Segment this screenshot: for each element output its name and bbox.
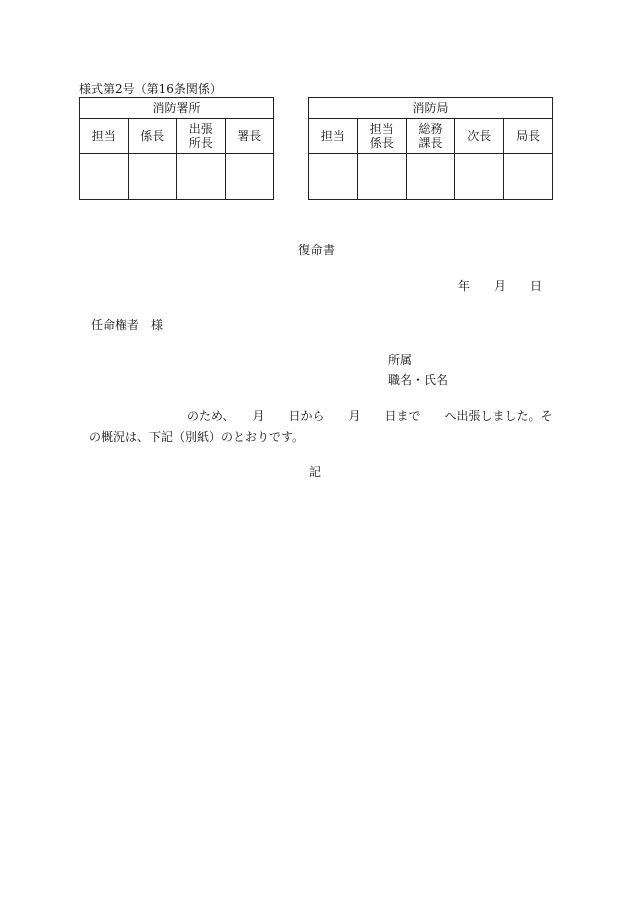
seal-cell[interactable] (80, 154, 129, 200)
seal-cell[interactable] (177, 154, 226, 200)
column-label: 総務 課長 (406, 119, 455, 154)
column-label: 担当 (80, 119, 129, 154)
seal-cell[interactable] (309, 154, 358, 200)
document-title: 復命書 (298, 243, 336, 257)
column-label: 担当 係長 (357, 119, 406, 154)
column-label: 担当 (309, 119, 358, 154)
seal-cell[interactable] (225, 154, 274, 200)
seal-cell[interactable] (357, 154, 406, 200)
form-number-label: 様式第2号（第16条関係） (79, 82, 222, 96)
ki-heading: 記 (309, 465, 322, 479)
seal-cell[interactable] (455, 154, 504, 200)
seal-cell[interactable] (406, 154, 455, 200)
column-label: 署長 (225, 119, 274, 154)
fire-bureau-header: 消防局 (309, 98, 553, 119)
fire-station-header: 消防署所 (80, 98, 274, 119)
fire-station-approval-table (79, 97, 274, 200)
seal-cell[interactable] (504, 154, 553, 200)
fire-bureau-approval-table (308, 97, 553, 200)
seal-cell[interactable] (128, 154, 177, 200)
column-label: 出張 所長 (177, 119, 226, 154)
addressee: 任命権者 様 (91, 318, 164, 332)
column-label: 次長 (455, 119, 504, 154)
affiliation-label: 所属 (388, 353, 413, 367)
report-body-line: の概況は、下記（別紙）のとおりです。 (89, 430, 305, 444)
column-label: 局長 (504, 119, 553, 154)
date-line: 年 月 日 (458, 279, 543, 293)
report-body-line: のため、 月 日から 月 日まで へ出張しました。そ (91, 409, 553, 423)
position-name-label: 職名・氏名 (388, 373, 449, 387)
report-body (91, 406, 556, 448)
column-label: 係長 (128, 119, 177, 154)
